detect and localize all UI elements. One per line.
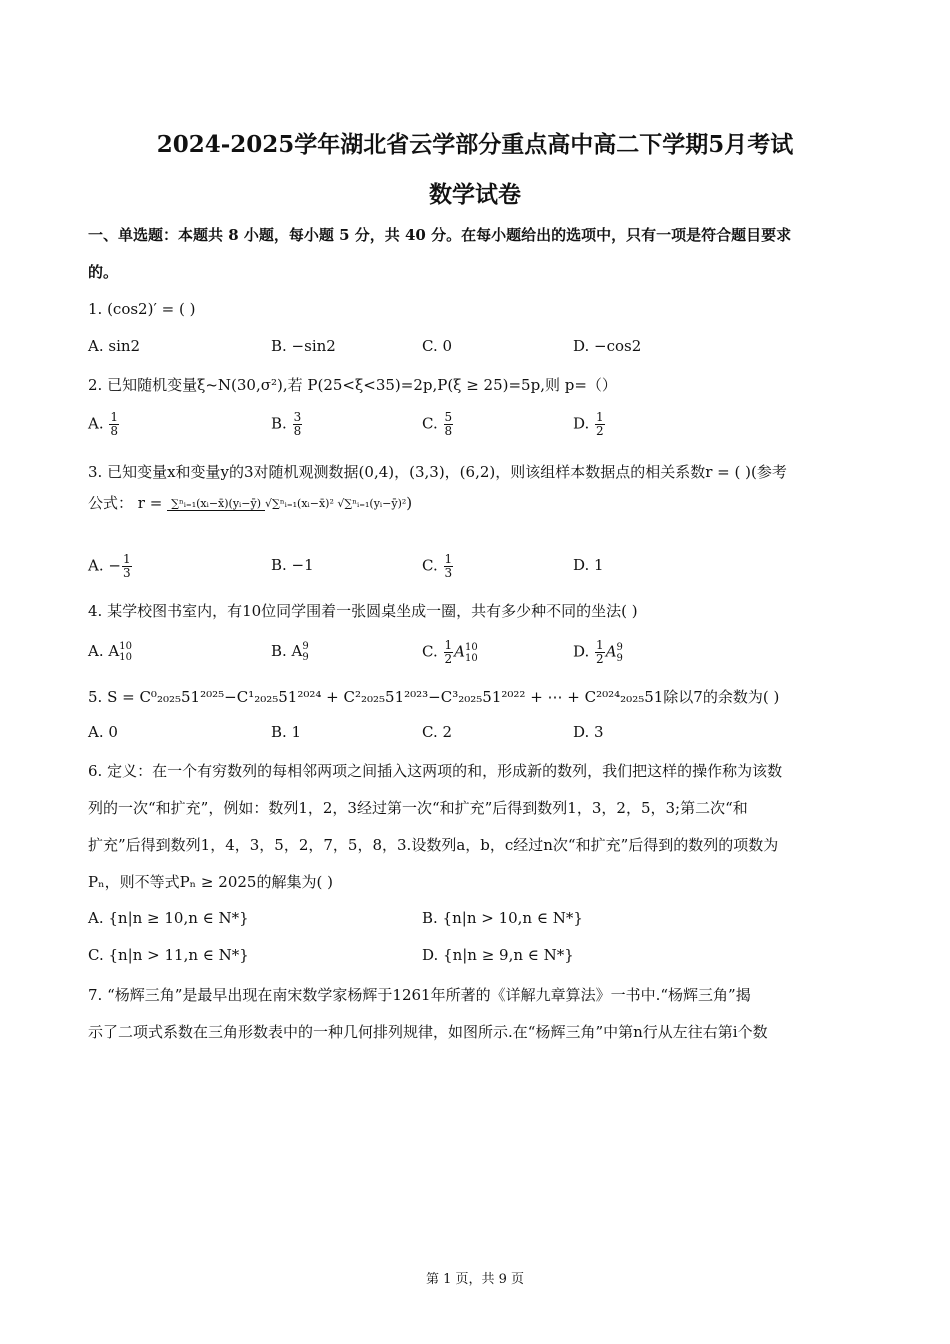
question-6-line-1: 6. 定义：在一个有穷数列的每相邻两项之间插入这两项的和，形成新的数列，我们把这样的操作称为该数 — [88, 762, 783, 780]
q5-option-c: C. 2 — [422, 723, 453, 741]
question-5-stem: 5. S = C⁰₂₀₂₅51²⁰²⁵−C¹₂₀₂₅51²⁰²⁴ + C²₂₀₂₅51²⁰²³−C³₂₀₂₅51²⁰²² + ⋯ + C²⁰²⁴₂₀₂₅51除以7的余数为( ) — [88, 688, 780, 706]
q4-option-c: C. $\frac{1}{2}$ A 10 10 — [422, 638, 478, 666]
question-3-formula — [88, 492, 412, 513]
question-2-stem: 2. 已知随机变量ξ~N(30,σ²),若 P(25<ξ<35)=2p,P(ξ ≥ 25)=5p,则 p=（） — [88, 376, 617, 394]
formula-denominator: √∑ⁿᵢ₌₁(xᵢ−x̄)² √∑ⁿᵢ₌₁(yᵢ−ȳ)² — [265, 497, 407, 510]
superscript: 9 — [616, 641, 623, 653]
q1-option-b: B. −sin2 — [271, 337, 336, 355]
fraction — [444, 411, 454, 438]
option-letter: C. — [422, 556, 438, 575]
q3-option-c — [422, 553, 454, 580]
q6-option-d: D. {n|n ≥ 9,n ∈ N*} — [422, 946, 574, 964]
q4-option-a — [88, 641, 132, 663]
q2-option-a — [88, 411, 120, 438]
fraction — [293, 411, 303, 438]
q6-option-b: B. {n|n > 10,n ∈ N*} — [422, 909, 583, 927]
denominator: 2 — [596, 424, 604, 438]
section-heading-cont: 的。 — [88, 263, 119, 281]
q1-option-d: D. −cos2 — [573, 337, 642, 355]
option-letter: D. — [573, 414, 590, 433]
q2-option-c — [422, 411, 454, 438]
formula-suffix: ) — [406, 494, 413, 512]
sup-sub — [617, 642, 623, 664]
denominator: 8 — [444, 424, 453, 438]
denominator: 3 — [122, 566, 131, 580]
q6-option-c: C. {n|n > 11,n ∈ N*} — [88, 946, 249, 964]
fraction — [109, 411, 119, 438]
question-6-line-2: 列的一次“和扩充”，例如：数列1，2，3经过第一次“和扩充”后得到数列1，3，2，5，3;第二次“和 — [88, 799, 748, 817]
option-letter: A. — [88, 414, 104, 433]
denominator: 3 — [444, 566, 453, 580]
numerator: 1 — [596, 638, 604, 652]
sup-sub — [465, 642, 478, 664]
q3-option-d: D. 1 — [573, 556, 604, 574]
numerator: 1 — [110, 410, 119, 424]
numerator: 1 — [444, 638, 453, 652]
numerator: 1 — [596, 410, 604, 424]
fraction — [122, 553, 132, 580]
q3-option-b: B. −1 — [271, 556, 314, 574]
exam-title: 2024-2025学年湖北省云学部分重点高中高二下学期5月考试 — [156, 131, 794, 158]
sup-sub — [119, 641, 132, 663]
superscript: 10 — [119, 641, 132, 652]
fraction — [595, 411, 605, 438]
denominator: 8 — [110, 424, 119, 438]
fraction — [444, 639, 454, 666]
formula-prefix: 公式： — [88, 494, 134, 512]
q4-option-d: D. $\frac{1}{2}$ A 9 9 — [573, 638, 623, 666]
q3-option-a — [88, 553, 133, 580]
question-7-line-2: 示了二项式系数在三角形数表中的一种几何排列规律，如图所示.在“杨辉三角”中第n行从左往右第i个数 — [88, 1023, 768, 1041]
numerator: 3 — [293, 410, 302, 424]
fraction — [444, 553, 454, 580]
subscript: 9 — [616, 652, 623, 664]
option-letter: A. A — [88, 642, 120, 660]
denominator: 8 — [293, 424, 302, 438]
option-letter: D. — [573, 642, 590, 661]
superscript: 9 — [302, 641, 309, 652]
denominator: 2 — [596, 652, 604, 666]
question-6-line-4: Pₙ，则不等式Pₙ ≥ 2025的解集为( ) — [88, 873, 333, 891]
question-7-line-1: 7. “杨辉三角”是最早出现在南宋数学家杨辉于1261年所著的《详解九章算法》一书中.“杨辉三角”揭 — [88, 986, 751, 1004]
question-1-stem: 1. (cos2)′ = ( ) — [88, 300, 196, 318]
q2-option-d — [573, 411, 606, 438]
exam-subtitle: 数学试卷 — [429, 181, 521, 208]
numerator: 1 — [444, 552, 453, 566]
question-3-stem: 3. 已知变量x和变量y的3对随机观测数据(0,4)，(3,3)，(6,2)，则该组样本数据点的相关系数r = ( )(参考 — [88, 463, 787, 481]
fraction — [595, 639, 605, 666]
option-letter: C. — [422, 642, 438, 661]
q1-option-c: C. 0 — [422, 337, 453, 355]
numerator: 1 — [122, 552, 131, 566]
q4-option-b — [271, 641, 309, 663]
option-letter: C. — [422, 414, 438, 433]
option-letter: B. A — [271, 642, 303, 660]
q5-option-a: A. 0 — [88, 723, 118, 741]
formula-numerator: ∑ⁿᵢ₌₁(xᵢ−x̄)(yᵢ−ȳ) — [167, 497, 265, 511]
denominator: 2 — [444, 652, 453, 666]
page-footer: 第 1 页，共 9 页 — [425, 1272, 525, 1287]
q5-option-d: D. 3 — [573, 723, 604, 741]
formula-lhs: r = — [137, 494, 163, 512]
q1-option-a: A. sin2 — [88, 337, 141, 355]
q5-option-b: B. 1 — [271, 723, 302, 741]
correlation-formula — [167, 496, 406, 512]
q2-option-b — [271, 411, 303, 438]
superscript: 10 — [464, 641, 478, 653]
option-letter: B. — [271, 414, 287, 433]
option-letter: A. − — [88, 556, 121, 575]
numerator: 5 — [444, 410, 453, 424]
sup-sub — [302, 641, 308, 663]
subscript: 9 — [302, 652, 309, 663]
subscript: 10 — [464, 652, 478, 664]
subscript: 10 — [119, 652, 132, 663]
question-4-stem: 4. 某学校图书室内，有10位同学围着一张圆桌坐成一圈，共有多少种不同的坐法( ) — [88, 602, 638, 620]
q6-option-a: A. {n|n ≥ 10,n ∈ N*} — [88, 909, 249, 927]
question-6-line-3: 扩充”后得到数列1，4，3，5，2，7，5，8，3.设数列a，b，c经过n次“和扩充”后得到的数列的项数为 — [88, 836, 779, 854]
section-heading: 一、单选题：本题共 8 小题，每小题 5 分，共 40 分。在每小题给出的选项中，只有一项是符合题目要求 — [88, 226, 792, 244]
